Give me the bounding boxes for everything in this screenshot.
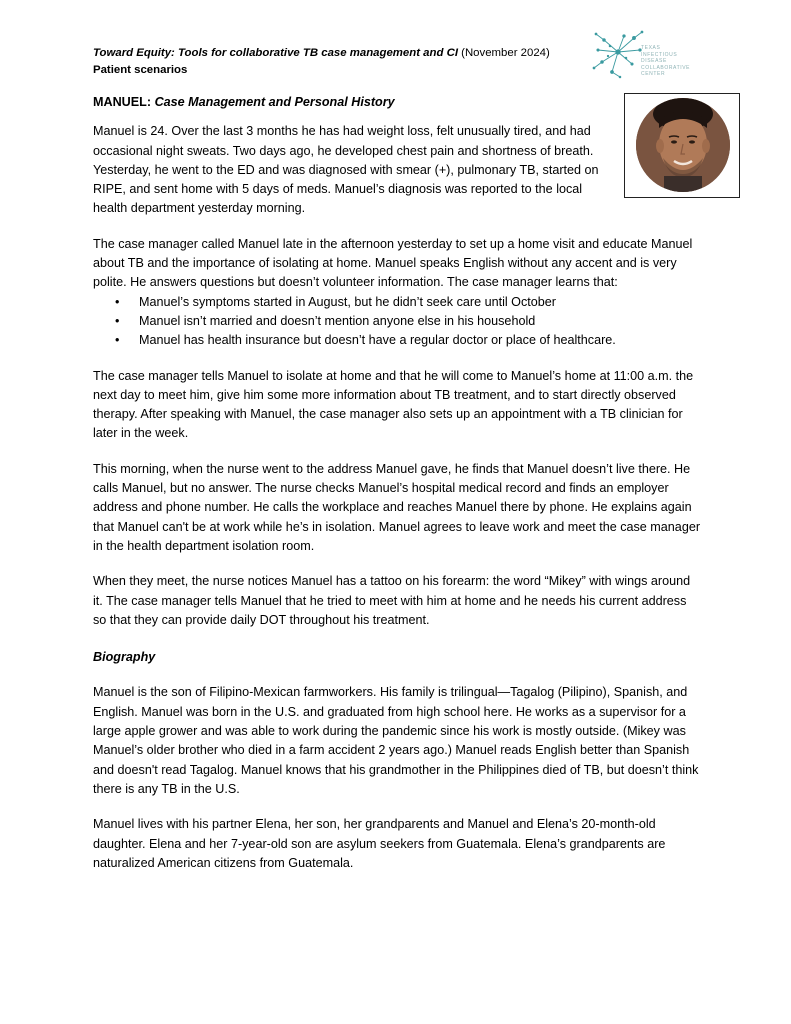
paragraph-intro: Manuel is 24. Over the last 3 months he has had weight loss, felt unusually tired, and had occasional night sweats. Two days ago, he developed chest pain and shortness of breath. Yesterday, he went to the ED and was diagnosed with smear (+), pulmonary TB, started on RIPE, and sent home with 5 days of meds. Manuel’s diagnosis was reported to the local health department yesterday morning. <box>93 124 599 216</box>
paragraph-address-check: This morning, when the nurse went to the address Manuel gave, he finds that Manuel doesn’t live there. He calls Manuel, but no answer. The nurse checks Manuel’s hospital medical record and finds an employer address and phone number. He calls the workplace and reaches Manuel there by phone. He explains again that Manuel can't be at work while he’s in isolation. Manuel agrees to leave work and meet the case manager in the health department isolation room. <box>93 461 701 553</box>
paragraph-household: Manuel lives with his partner Elena, her son, her grandparents and Manuel and Elena’s 20-month-old daughter. Elena and her 7-year-old son are asylum seekers from Guatemala. Elena’s grandparents are naturalized American citizens from Guatemala. <box>93 817 666 870</box>
biography-heading: Biography <box>93 650 156 665</box>
header-title: Toward Equity: Tools for collaborative TB case management and CI (November 2024) <box>93 47 550 59</box>
page-title: MANUEL: Case Management and Personal History <box>93 95 395 109</box>
paragraph-case-manager-call: The case manager called Manuel late in the afternoon yesterday to set up a home visit and educate Manuel about TB and the importance of isolating at home. Manuel speaks English without any accent and is very polite. He answers questions but doesn’t volunteer information. The case manager learns that: <box>93 236 693 290</box>
paragraph-biography: Manuel is the son of Filipino-Mexican farmworkers. His family is trilingual—Tagalog (Pilipino), Spanish, and English. Manuel was born in the U.S. and graduated from high school here. He works as a supervisor for a large apple grower and was able to work during the pandemic since his work is mostly outside. (Mikey was Manuel’s older brother who died in a farm accident 2 years ago.) Manuel reads English better than Spanish and doesn't read Tagalog. Manuel knows that his grandmother in the Philippines died of TB, but doesn’t think there is any TB in the U.S. <box>93 685 699 796</box>
document-header <box>93 45 583 79</box>
list-item: • Manuel’s symptoms started in August, but he didn’t seek care until October <box>139 293 703 312</box>
header-subtitle: Patient scenarios <box>93 64 188 76</box>
paragraph-isolation: The case manager tells Manuel to isolate at home and that he will come to Manuel’s home at 11:00 a.m. the next day to meet him, give him some more information about TB treatment, and to start directly observed therapy. After speaking with Manuel, the case manager also sets up an appointment with a TB clinician for later in the week. <box>93 368 694 441</box>
document-body <box>93 93 703 873</box>
findings-list <box>93 293 703 351</box>
list-item: • Manuel has health insurance but doesn’t have a regular doctor or place of healthcare. <box>139 331 703 350</box>
logo-text: TEXAS INFECTIOUS DISEASE COLLABORATIVE CENTER <box>641 45 691 77</box>
list-item: • Manuel isn’t married and doesn’t mention anyone else in his household <box>139 312 703 331</box>
paragraph-meeting: When they meet, the nurse notices Manuel has a tattoo on his forearm: the word “Mikey” with wings around it. The case manager tells Manuel that he tried to meet with him at home and he needs his current address so that they can provide daily DOT throughout his treatment. <box>93 574 691 627</box>
